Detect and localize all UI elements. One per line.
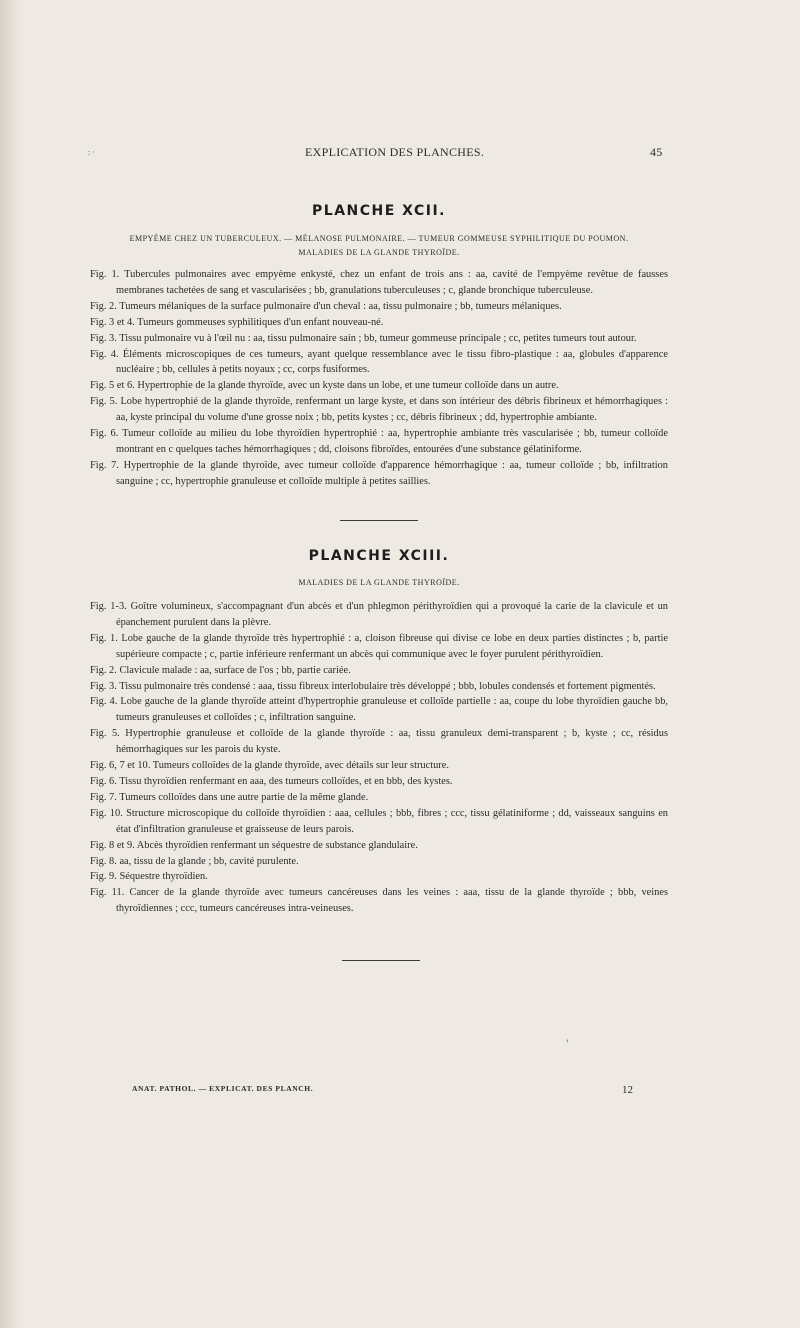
figure-caption: Fig. 7. Tumeurs colloïdes dans une autre partie de la même glande.: [90, 791, 369, 803]
page-edge-shadow: [0, 0, 22, 1328]
figure-caption: Fig. 4. Éléments microscopiques de ces tumeurs, ayant quelque ressemblance avec le tissu fibro-plastique : aa, globules d'apparence nucléaire ; bb, cellules à petits noyaux ; cc, corps fusiformes.: [90, 348, 668, 376]
figure-caption: Fig. 11. Cancer de la glande thyroïde avec tumeurs cancéreuses dans les veines : aaa, tissu de la glande thyroïde ; bbb, veines thyroïdiennes ; ccc, tumeurs cancéreuses intra-veineuses.: [90, 887, 668, 915]
figure-caption: Fig. 2. Tumeurs mélaniques de la surface pulmonaire d'un cheval : aa, tissu pulmonaire ; bb, tumeurs mélaniques.: [90, 300, 562, 312]
figure-caption: Fig. 8 et 9. Abcès thyroïdien renfermant un séquestre de substance glandulaire.: [90, 839, 418, 851]
figure-caption: Fig. 3. Tissu pulmonaire très condensé : aaa, tissu fibreux interlobulaire très développé ; bbb, lobules condensés et fortement pigmentés.: [90, 680, 656, 692]
plate-92-title: PLANCHE XCII.: [312, 203, 446, 219]
figure-caption: Fig. 5 et 6. Hypertrophie de la glande thyroïde, avec un kyste dans un lobe, et une tumeur colloïde dans un autre.: [90, 380, 559, 392]
running-head-title: EXPLICATION DES PLANCHES.: [305, 145, 485, 159]
section-divider: [342, 960, 420, 961]
plate-93-subtitle: MALADIES DE LA GLANDE THYROÏDE.: [298, 578, 460, 587]
figure-caption: Fig. 1. Lobe gauche de la glande thyroïde très hypertrophié : a, cloison fibreuse qui divise ce lobe en deux parties distinctes ; b, partie supérieure compacte ; c, partie inférieure renfermant un abcès qui communique avec le foyer purulent périthyroïdien.: [90, 632, 668, 660]
figure-caption: Fig. 2. Clavicule malade : aa, surface de l'os ; bb, partie cariée.: [90, 664, 351, 676]
figure-caption: Fig. 1-3. Goître volumineux, s'accompagnant d'un abcès et d'un phlegmon périthyroïdien qui a provoqué la carie de la clavicule et un épanchement purulent dans la plèvre.: [90, 601, 668, 628]
footer-signature-number: 12: [622, 1084, 633, 1096]
page-speck: : ·: [88, 148, 95, 157]
figure-caption: Fig. 7. Hypertrophie de la glande thyroïde, avec tumeur colloïde d'apparence hémorrhagique : aa, tumeur colloïde ; bb, infiltration sanguine ; cc, hypertrophie granuleuse et colloïde multiple à petites saillies.: [90, 459, 668, 487]
footer-signature-line: ANAT. PATHOL. — EXPLICAT. DES PLANCH.: [132, 1084, 314, 1093]
plate-92-subtitle-line2: MALADIES DE LA GLANDE THYROÏDE.: [298, 248, 460, 257]
figure-caption: Fig. 1. Tubercules pulmonaires avec empyème enkysté, chez un enfant de trois ans : aa, cavité de l'empyème revêtue de fausses membranes tachetées de sang et vascularisées ; bb, granulations tuberculeuses ; c, glande bronchique tuberculeuse.: [90, 269, 668, 296]
plate-92-subtitle: [90, 232, 668, 260]
plate-93-title: PLANCHE XCIII.: [308, 548, 450, 564]
section-divider: [340, 520, 418, 521]
page-speck: ‹: [566, 1036, 569, 1045]
plate-93-figure-list: [90, 599, 668, 917]
plate-92-figure-list: [90, 267, 668, 490]
plate-92-section: [90, 203, 668, 260]
plate-92-subtitle-line1: EMPYÈME CHEZ UN TUBERCULEUX. — MÉLANOSE PULMONAIRE. — TUMEUR GOMMEUSE SYPHILITIQUE DU POUMON.: [129, 234, 629, 243]
plate-93-section: [90, 548, 668, 590]
figure-caption: Fig. 3. Tissu pulmonaire vu à l'œil nu : aa, tissu pulmonaire sain ; bb, tumeur gommeuse principale ; cc, petites tumeurs tout autour.: [90, 332, 637, 344]
figure-caption: Fig. 6, 7 et 10. Tumeurs colloïdes de la glande thyroïde, avec détails sur leur structure.: [90, 760, 449, 772]
page-number: 45: [650, 145, 663, 159]
figure-caption: Fig. 4. Lobe gauche de la glande thyroïde atteint d'hypertrophie granuleuse et colloïde partielle : aa, coupe du lobe thyroïdien gauche bb, tumeurs granuleuses et colloïdes ; c, infiltration sanguine.: [90, 696, 668, 724]
figure-caption: Fig. 5. Lobe hypertrophié de la glande thyroïde, renfermant un large kyste, et dans son intérieur des débris fibrineux et hémorrhagiques : aa, kyste principal du volume d'une grosse noix ; bb, petits kystes ; cc, débris fibrineux ; dd, hypertrophie ambiante.: [90, 396, 668, 424]
figure-caption: Fig. 10. Structure microscopique du colloïde thyroïdien : aaa, cellules ; bbb, fibres ; ccc, tissu gélatiniforme ; dd, vaisseaux sanguins en état d'infiltration granuleuse et graisseuse de leurs parois.: [90, 807, 668, 835]
figure-caption: Fig. 6. Tumeur colloïde au milieu du lobe thyroïdien hypertrophié : aa, hypertrophie ambiante très vascularisée ; bb, tumeur colloïde montrant en c quelques taches hémorrhagiques ; dd, cloisons fibroïdes, entourées d'une substance gélatiniforme.: [90, 428, 668, 455]
figure-caption: Fig. 5. Hypertrophie granuleuse et colloïde de la glande thyroïde : aa, tissu granuleux demi-transparent ; b, kyste ; cc, résidus hémorrhagiques sur les parois du kyste.: [90, 728, 668, 756]
figure-caption: Fig. 8. aa, tissu de la glande ; bb, cavité purulente.: [90, 855, 299, 867]
figure-caption: Fig. 6. Tissu thyroïdien renfermant en aaa, des tumeurs colloïdes, et en bbb, des kystes.: [90, 775, 453, 787]
figure-caption: Fig. 9. Séquestre thyroïdien.: [90, 871, 208, 883]
figure-caption: Fig. 3 et 4. Tumeurs gommeuses syphilitiques d'un enfant nouveau-né.: [90, 316, 384, 328]
